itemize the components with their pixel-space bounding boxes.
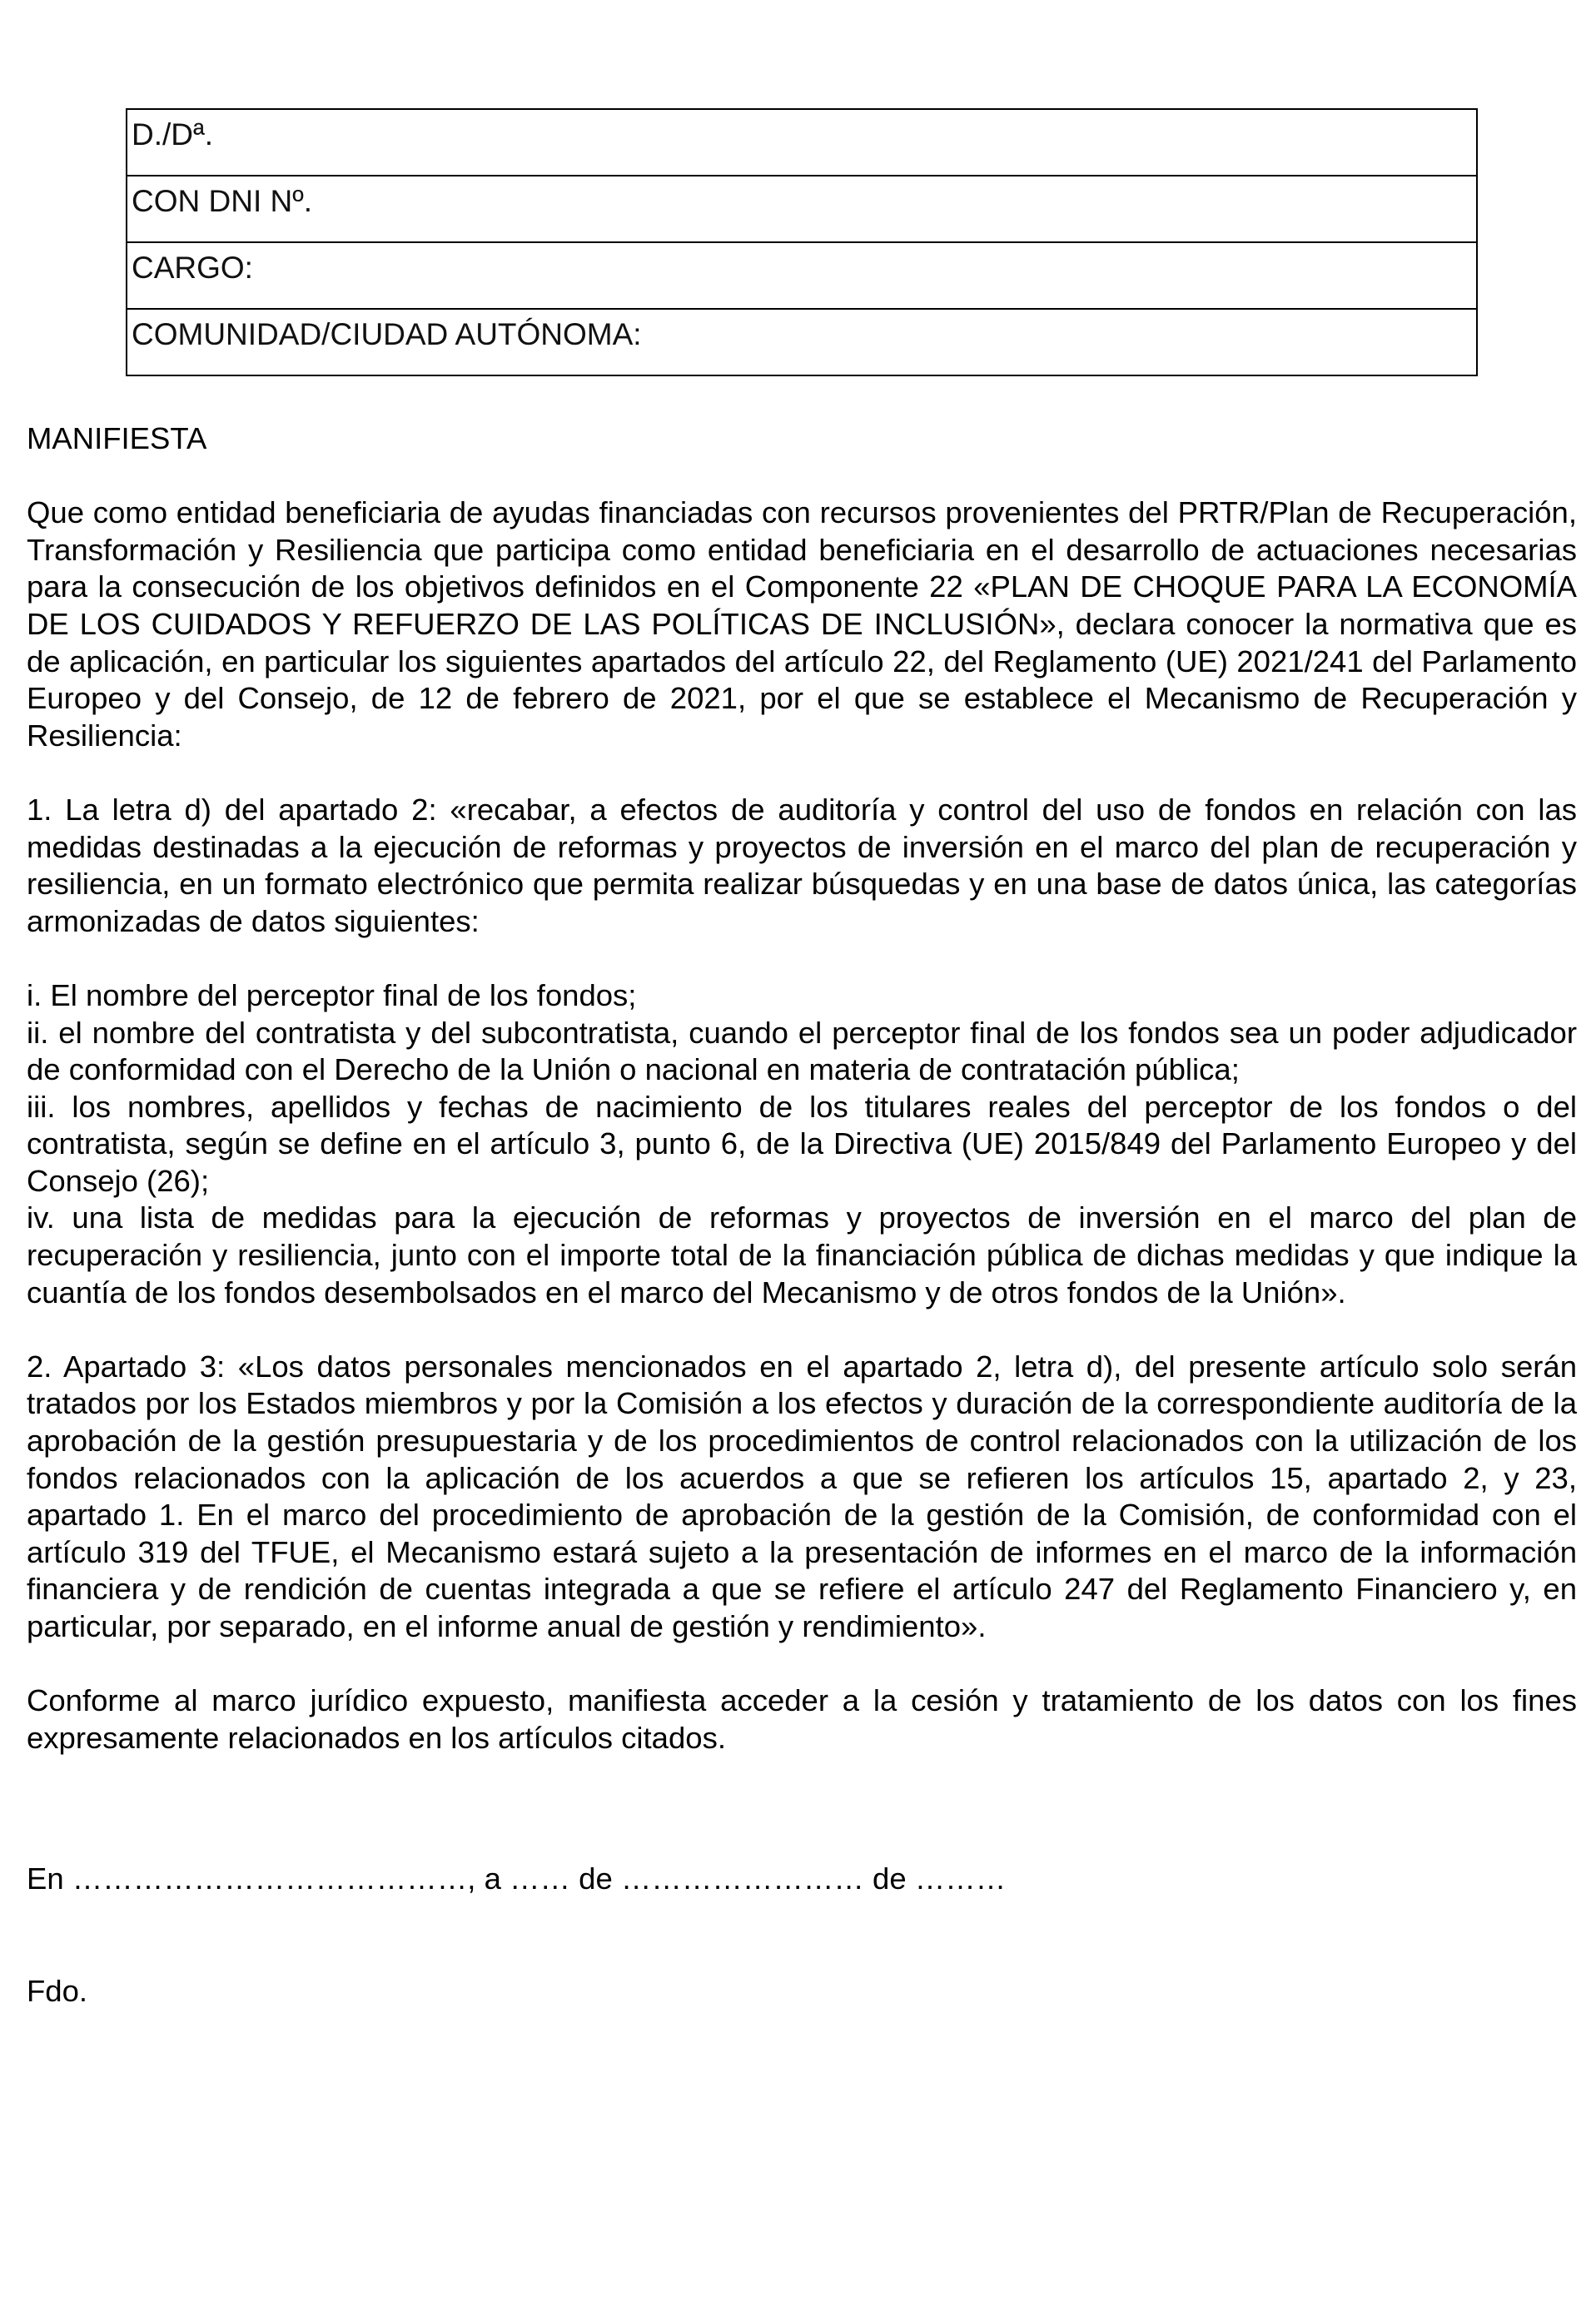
table-row bbox=[127, 176, 1477, 242]
table-row bbox=[127, 309, 1477, 375]
conclusion-paragraph: Conforme al marco jurídico expuesto, manifiesta acceder a la cesión y tratamiento de los datos con los fines expresamente relacionados en los artículos citados. bbox=[27, 1683, 1577, 1755]
comunidad-field[interactable]: COMUNIDAD/CIUDAD AUTÓNOMA: bbox=[127, 309, 1477, 375]
list-item: i. El nombre del perceptor final de los fondos; bbox=[27, 977, 637, 1012]
point-1-paragraph: 1. La letra d) del apartado 2: «recabar, a efectos de auditoría y control del uso de fondos en relación con las medidas destinadas a la ejecución de reformas y proyectos de inversión en el marco del plan de recuperación y resiliencia, en un formato electrónico que permita realizar búsquedas y en una base de datos única, las categorías armonizadas de datos siguientes: bbox=[27, 792, 1577, 938]
table-row bbox=[127, 242, 1477, 309]
heading-manifiesta: MANIFIESTA bbox=[27, 421, 207, 455]
list-item: iii. los nombres, apellidos y fechas de nacimiento de los titulares reales del perceptor de los fondos o del contratista, según se define en el artículo 3, punto 6, de la Directiva (UE) 2015/849 del Parlamento Europeo y del Consejo (26); bbox=[27, 1089, 1577, 1198]
declaration-body bbox=[27, 420, 1577, 1757]
intro-paragraph: Que como entidad beneficiaria de ayudas financiadas con recursos provenientes del PRTR/Plan de Recuperación, Transformación y Resiliencia que participa como entidad beneficiaria en el desarrollo de actuaciones necesarias para la consecución de los objetivos definidos en el Componente 22 «PLAN DE CHOQUE PARA LA ECONOMÍA DE LOS CUIDADOS Y REFUERZO DE LAS POLÍTICAS DE INCLUSIÓN», declara conocer la normativa que es de aplicación, en particular los siguientes apartados del artículo 22, del Reglamento (UE) 2021/241 del Parlamento Europeo y del Consejo, de 12 de febrero de 2021, por el que se establece el Mecanismo de Recuperación y Resiliencia: bbox=[27, 495, 1577, 753]
table-row bbox=[127, 109, 1477, 176]
list-item: iv. una lista de medidas para la ejecución de reformas y proyectos de inversión en el marco del plan de recuperación y resiliencia, junto con el importe total de la financiación pública de dichas medidas y que indique la cuantía de los fondos desembolsados en el marco del Mecanismo y de otros fondos de la Unión». bbox=[27, 1200, 1577, 1310]
list-item: ii. el nombre del contratista y del subcontratista, cuando el perceptor final de los fondos sea un poder adjudicador de conformidad con el Derecho de la Unión o nacional en materia de contratación pública; bbox=[27, 1015, 1577, 1087]
name-field[interactable]: D./Dª. bbox=[127, 109, 1477, 176]
signature-label: Fdo. bbox=[27, 1974, 88, 2008]
declarant-data-table bbox=[126, 108, 1478, 376]
place-date-line[interactable]: En …………………………………, a …… de …………………… de ……… bbox=[27, 1861, 1007, 1896]
point-2-paragraph: 2. Apartado 3: «Los datos personales mencionados en el apartado 2, letra d), del presente artículo solo serán tratados por los Estados miembros y por la Comisión a los efectos y duración de la correspondiente auditoría de la aprobación de la gestión presupuestaria y de los procedimientos de control relacionados con la utilización de los fondos relacionados con la aplicación de los acuerdos a que se refieren los artículos 15, apartado 2, y 23, apartado 1. En el marco del procedimiento de aprobación de la gestión de la Comisión, de conformidad con el artículo 319 del TFUE, el Mecanismo estará sujeto a la presentación de informes en el marco de la información financiera y de rendición de cuentas integrada a que se refiere el artículo 247 del Reglamento Financiero y, en particular, por separado, en el informe anual de gestión y rendimiento». bbox=[27, 1349, 1577, 1643]
cargo-field[interactable]: CARGO: bbox=[127, 242, 1477, 309]
dni-field[interactable]: CON DNI Nº. bbox=[127, 176, 1477, 242]
